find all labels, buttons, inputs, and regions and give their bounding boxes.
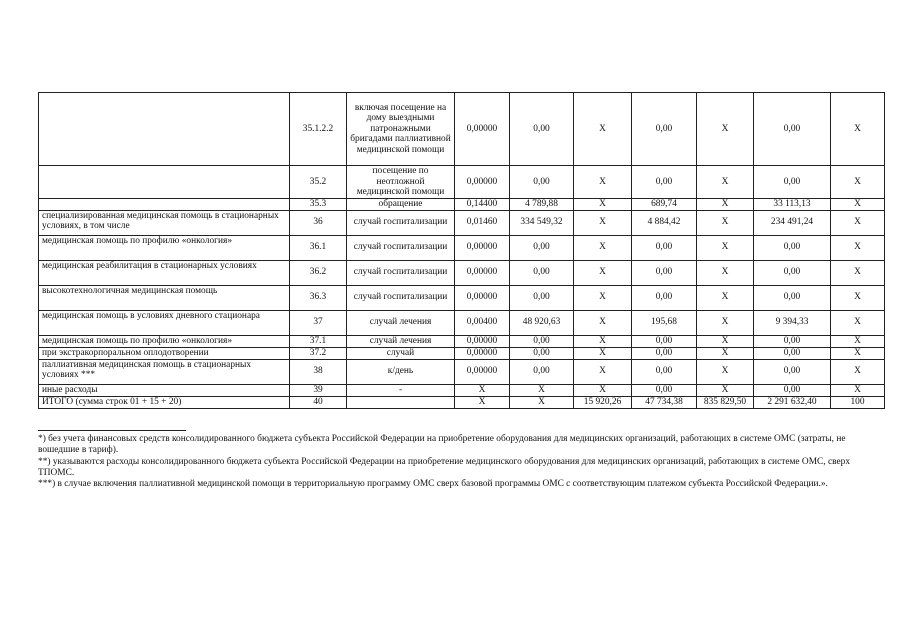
rate-cell: 0,01460 (455, 210, 510, 235)
col10-cell: Х (831, 335, 885, 347)
rate-cell: 0,14400 (455, 199, 510, 211)
row-name-cell: иные расходы (39, 384, 290, 396)
row-name-cell: специализированная медицинская помощь в стационарных условиях, в том числе (39, 210, 290, 235)
unit-cell: случай лечения (347, 310, 455, 335)
col7-cell: 0,00 (632, 285, 697, 310)
col9-cell: 0,00 (754, 335, 831, 347)
unit-cell: посещение по неотложной медицинской помощи (347, 166, 455, 199)
unit-cell: случай госпитализации (347, 260, 455, 285)
col8-cell: Х (697, 347, 754, 359)
col9-cell: 0,00 (754, 260, 831, 285)
cost-cell: Х (510, 396, 574, 408)
table-row (39, 347, 885, 359)
rate-cell: 0,00000 (455, 359, 510, 384)
col8-cell: Х (697, 235, 754, 260)
col8-cell: 835 829,50 (697, 396, 754, 408)
col9-cell: 234 491,24 (754, 210, 831, 235)
row-code-cell: 36.1 (290, 235, 347, 260)
col10-cell: Х (831, 260, 885, 285)
col8-cell: Х (697, 310, 754, 335)
col10-cell: Х (831, 359, 885, 384)
col7-cell: 0,00 (632, 260, 697, 285)
cost-cell: 0,00 (510, 235, 574, 260)
cost-cell: 0,00 (510, 335, 574, 347)
col7-cell: 0,00 (632, 335, 697, 347)
col6-cell: Х (574, 210, 632, 235)
col9-cell: 0,00 (754, 384, 831, 396)
col6-cell: Х (574, 93, 632, 166)
col10-cell: Х (831, 285, 885, 310)
row-code-cell: 35.3 (290, 199, 347, 211)
col6-cell: 15 920,26 (574, 396, 632, 408)
col8-cell: Х (697, 93, 754, 166)
col10-cell: 100 (831, 396, 885, 408)
col10-cell: Х (831, 347, 885, 359)
rate-cell: Х (455, 396, 510, 408)
unit-cell: случай госпитализации (347, 235, 455, 260)
table-row (39, 93, 885, 166)
table-row (39, 260, 885, 285)
col8-cell: Х (697, 199, 754, 211)
unit-cell: - (347, 384, 455, 396)
row-code-cell: 40 (290, 396, 347, 408)
table-row (39, 235, 885, 260)
col6-cell: Х (574, 347, 632, 359)
col7-cell: 0,00 (632, 235, 697, 260)
col7-cell: 0,00 (632, 347, 697, 359)
rate-cell: Х (455, 384, 510, 396)
col10-cell: Х (831, 310, 885, 335)
col6-cell: Х (574, 260, 632, 285)
row-name-cell: при экстракорпоральном оплодотворении (39, 347, 290, 359)
row-name-cell (39, 166, 290, 199)
unit-cell: к/день (347, 359, 455, 384)
col6-cell: Х (574, 199, 632, 211)
col9-cell: 0,00 (754, 359, 831, 384)
cost-cell: 334 549,32 (510, 210, 574, 235)
row-code-cell: 39 (290, 384, 347, 396)
col9-cell: 33 113,13 (754, 199, 831, 211)
table-row (39, 310, 885, 335)
footnote-3: ***) в случае включения паллиативной медицинской помощи в территориальную программу ОМС сверх базовой программы ОМС с соответствующим платежом субъекта Российской Федерации.». (38, 479, 828, 490)
col10-cell: Х (831, 384, 885, 396)
col6-cell: Х (574, 384, 632, 396)
rate-cell: 0,00000 (455, 347, 510, 359)
col6-cell: Х (574, 310, 632, 335)
unit-cell: случай госпитализации (347, 210, 455, 235)
table-row (39, 210, 885, 235)
row-name-cell: ИТОГО (сумма строк 01 + 15 + 20) (39, 396, 290, 408)
col7-cell: 0,00 (632, 166, 697, 199)
tariff-table (38, 92, 885, 409)
row-code-cell: 35.1.2.2 (290, 93, 347, 166)
row-name-cell: медицинская помощь по профилю «онкология» (39, 235, 290, 260)
col6-cell: Х (574, 166, 632, 199)
row-code-cell: 36.3 (290, 285, 347, 310)
col7-cell: 47 734,38 (632, 396, 697, 408)
rate-cell: 0,00000 (455, 335, 510, 347)
col10-cell: Х (831, 93, 885, 166)
col7-cell: 689,74 (632, 199, 697, 211)
row-code-cell: 35.2 (290, 166, 347, 199)
rate-cell: 0,00400 (455, 310, 510, 335)
col7-cell: 0,00 (632, 93, 697, 166)
col8-cell: Х (697, 285, 754, 310)
footnotes (38, 434, 884, 490)
col8-cell: Х (697, 384, 754, 396)
unit-cell: случай лечения (347, 335, 455, 347)
col10-cell: Х (831, 235, 885, 260)
col8-cell: Х (697, 210, 754, 235)
table-row (39, 285, 885, 310)
col8-cell: Х (697, 166, 754, 199)
unit-cell: обращение (347, 199, 455, 211)
col9-cell: 0,00 (754, 235, 831, 260)
cost-cell: 0,00 (510, 285, 574, 310)
row-code-cell: 37.2 (290, 347, 347, 359)
unit-cell: случай (347, 347, 455, 359)
col8-cell: Х (697, 260, 754, 285)
cost-cell: 0,00 (510, 359, 574, 384)
cost-cell: Х (510, 384, 574, 396)
row-name-cell (39, 199, 290, 211)
col7-cell: 4 884,42 (632, 210, 697, 235)
cost-cell: 0,00 (510, 347, 574, 359)
cost-cell: 0,00 (510, 93, 574, 166)
row-code-cell: 36.2 (290, 260, 347, 285)
row-code-cell: 37.1 (290, 335, 347, 347)
footnote-1: *) без учета финансовых средств консолидированного бюджета субъекта Российской Федерации на приобретение оборудования для медицинских организаций, работающих в системе ОМС (затраты, не вошедшие в тариф). (38, 434, 846, 456)
unit-cell (347, 396, 455, 408)
col9-cell: 0,00 (754, 347, 831, 359)
cost-cell: 0,00 (510, 260, 574, 285)
cost-cell: 0,00 (510, 166, 574, 199)
table-row (39, 335, 885, 347)
col7-cell: 195,68 (632, 310, 697, 335)
cost-cell: 48 920,63 (510, 310, 574, 335)
footnote-2: **) указываются расходы консолидированного бюджета субъекта Российской Федерации на приобретение медицинского оборудования для медицинских организаций, работающих в системе ОМС, сверх ТПОМС. (38, 456, 851, 478)
col6-cell: Х (574, 335, 632, 347)
col8-cell: Х (697, 335, 754, 347)
rate-cell: 0,00000 (455, 260, 510, 285)
unit-cell: включая посещение на дому выездными патронажными бригадами паллиативной медицинской помощи (347, 93, 455, 166)
col9-cell: 2 291 632,40 (754, 396, 831, 408)
col6-cell: Х (574, 359, 632, 384)
col7-cell: 0,00 (632, 384, 697, 396)
col8-cell: Х (697, 359, 754, 384)
row-name-cell (39, 93, 290, 166)
row-name-cell: медицинская реабилитация в стационарных условиях (39, 260, 290, 285)
rate-cell: 0,00000 (455, 166, 510, 199)
col9-cell: 0,00 (754, 93, 831, 166)
cost-cell: 4 789,88 (510, 199, 574, 211)
table-row (39, 396, 885, 408)
col9-cell: 0,00 (754, 285, 831, 310)
unit-cell: случай госпитализации (347, 285, 455, 310)
table-row (39, 199, 885, 211)
col9-cell: 0,00 (754, 166, 831, 199)
row-code-cell: 38 (290, 359, 347, 384)
footnote-divider (38, 430, 186, 431)
row-code-cell: 36 (290, 210, 347, 235)
row-name-cell: паллиативная медицинская помощь в стационарных условиях *** (39, 359, 290, 384)
table-body (39, 93, 885, 409)
row-name-cell: медицинская помощь по профилю «онкология» (39, 335, 290, 347)
col9-cell: 9 394,33 (754, 310, 831, 335)
col6-cell: Х (574, 285, 632, 310)
rate-cell: 0,00000 (455, 285, 510, 310)
col10-cell: Х (831, 199, 885, 211)
col6-cell: Х (574, 235, 632, 260)
col10-cell: Х (831, 166, 885, 199)
table-row (39, 384, 885, 396)
table-row (39, 166, 885, 199)
row-name-cell: высокотехнологичная медицинская помощь (39, 285, 290, 310)
col7-cell: 0,00 (632, 359, 697, 384)
col10-cell: Х (831, 210, 885, 235)
rate-cell: 0,00000 (455, 93, 510, 166)
rate-cell: 0,00000 (455, 235, 510, 260)
row-code-cell: 37 (290, 310, 347, 335)
row-name-cell: медицинская помощь в условиях дневного стационара (39, 310, 290, 335)
table-row (39, 359, 885, 384)
